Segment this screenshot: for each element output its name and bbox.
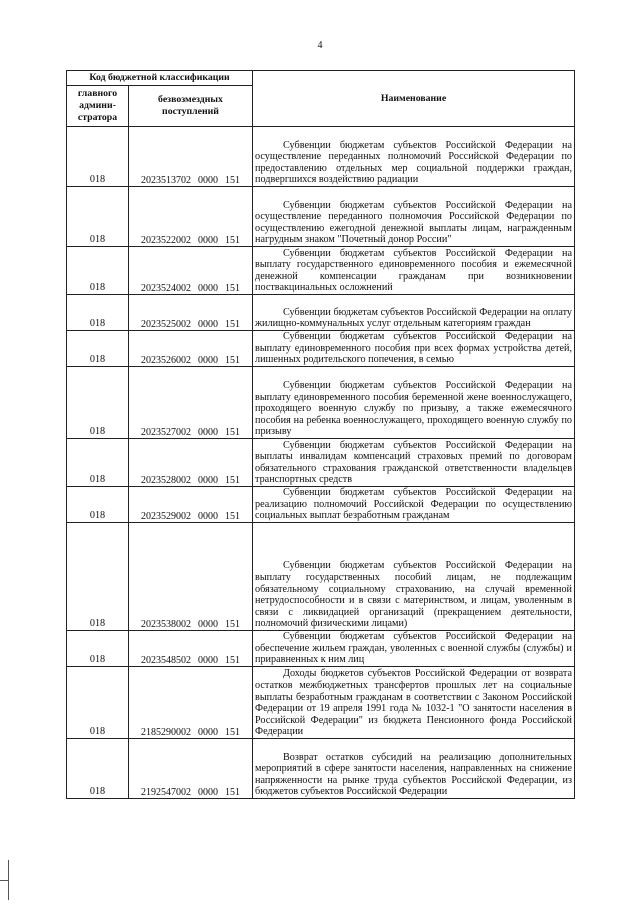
budget-classification-table <box>66 70 575 799</box>
table-row <box>67 667 575 739</box>
table-row <box>67 127 575 187</box>
name-text: Субвенции бюджетам субъектов Российской Федерации на выплату государственных пособий лицам, не подлежащим обязательному социальному страхованию, на случай временной нетрудоспособности и в связи с материнством, и лицам, уволенным в связи с ликвидацией организаций (прекращением деятельности, полномочий физическими лицами) <box>255 560 573 630</box>
code-part-code: 2023527002 <box>141 426 191 438</box>
revenue-code-cell <box>129 331 253 367</box>
name-cell <box>253 127 575 187</box>
code-part-sub: 0000 <box>198 234 218 246</box>
code-part-kind: 151 <box>225 354 240 366</box>
name-text: Доходы бюджетов субъектов Российской Федерации от возврата остатков межбюджетных трансфертов прошлых лет на социальные выплаты безработным гражданам в соответствии с Законом Российской Федерации от 19 апреля 1991 года № 1032-1 "О занятости населения в Российской Федерации" из бюджета Пенсионного фонда Российской Федерации <box>255 668 573 738</box>
table-row <box>67 187 575 247</box>
code-part-code: 2023529002 <box>141 510 191 522</box>
name-text: Субвенции бюджетам субъектов Российской Федерации на оплату жилищно-коммунальных услуг отдельным категориям граждан <box>255 306 573 330</box>
revenue-code-cell <box>129 295 253 331</box>
admin-code-cell: 018 <box>67 667 129 739</box>
page-number: 4 <box>317 40 323 51</box>
code-part-sub: 0000 <box>198 354 218 366</box>
admin-code-cell: 018 <box>67 187 129 247</box>
code-part-code: 2023538002 <box>141 618 191 630</box>
code-part-code: 2023525002 <box>141 318 191 330</box>
name-text: Субвенции бюджетам субъектов Российской Федерации на выплату единовременного пособия при всех формах устройства детей, лишенных родительского попечения, в семью <box>255 331 573 366</box>
code-part-kind: 151 <box>225 726 240 738</box>
table-row <box>67 295 575 331</box>
table-row <box>67 331 575 367</box>
admin-code-cell: 018 <box>67 487 129 523</box>
revenue-code-cell <box>129 247 253 295</box>
code-part-sub: 0000 <box>198 618 218 630</box>
admin-code-cell: 018 <box>67 331 129 367</box>
header-name: Наименование <box>253 71 575 127</box>
code-part-sub: 0000 <box>198 474 218 486</box>
table-row <box>67 367 575 439</box>
code-part-sub: 0000 <box>198 726 218 738</box>
name-text: Субвенции бюджетам субъектов Российской Федерации на выплату государственного единовременного пособия и ежемесячной денежной компенсации гражданам при возникновении поствакцинальных осложнений <box>255 247 573 294</box>
name-cell <box>253 367 575 439</box>
name-cell <box>253 439 575 487</box>
table-row <box>67 631 575 667</box>
name-text: Субвенции бюджетам субъектов Российской Федерации на выплаты инвалидам компенсаций страховых премий по договорам обязательного страхования гражданской ответственности владельцев транспортных средств <box>255 439 573 486</box>
table-row <box>67 523 575 631</box>
header-classification-code: Код бюджетной классификации <box>67 71 253 86</box>
name-cell <box>253 631 575 667</box>
admin-code-cell: 018 <box>67 367 129 439</box>
code-part-sub: 0000 <box>198 318 218 330</box>
code-part-kind: 151 <box>225 654 240 666</box>
name-cell <box>253 487 575 523</box>
revenue-code-cell <box>129 631 253 667</box>
code-part-sub: 0000 <box>198 786 218 798</box>
code-part-kind: 151 <box>225 426 240 438</box>
admin-code-cell: 018 <box>67 247 129 295</box>
admin-code-cell: 018 <box>67 523 129 631</box>
code-part-kind: 151 <box>225 510 240 522</box>
admin-code-cell: 018 <box>67 439 129 487</box>
code-part-kind: 151 <box>225 474 240 486</box>
revenue-code-cell <box>129 523 253 631</box>
table-row <box>67 487 575 523</box>
revenue-code-cell <box>129 367 253 439</box>
name-text: Субвенции бюджетам субъектов Российской Федерации на выплату единовременного пособия беременной жене военнослужащего, проходящего военную службу по призыву, а также ежемесячного пособия на ребенка военнослужащего, проходящего военную службу по призыву <box>255 379 573 438</box>
code-part-sub: 0000 <box>198 426 218 438</box>
revenue-code-cell <box>129 187 253 247</box>
code-part-sub: 0000 <box>198 174 218 186</box>
scan-margin-mark <box>8 860 9 900</box>
code-part-sub: 0000 <box>198 510 218 522</box>
name-cell <box>253 667 575 739</box>
revenue-code-cell <box>129 487 253 523</box>
name-cell <box>253 247 575 295</box>
code-part-sub: 0000 <box>198 654 218 666</box>
header-admin: главного админи-стратора <box>67 86 129 127</box>
table-body <box>67 127 575 799</box>
code-part-sub: 0000 <box>198 282 218 294</box>
code-part-kind: 151 <box>225 174 240 186</box>
name-cell <box>253 739 575 799</box>
table-row <box>67 247 575 295</box>
name-text: Субвенции бюджетам субъектов Российской Федерации на осуществление переданных полномочий Российской Федерации по предоставлению отдельных мер социальной поддержки граждан, подвергшихся воздействию радиации <box>255 139 573 186</box>
code-part-kind: 151 <box>225 786 240 798</box>
revenue-code-cell <box>129 667 253 739</box>
name-text: Субвенции бюджетам субъектов Российской Федерации на реализацию полномочий Российской Федерации по осуществлению социальных выплат безработным гражданам <box>255 487 573 522</box>
name-cell <box>253 523 575 631</box>
code-part-code: 2023548502 <box>141 654 191 666</box>
table-row <box>67 739 575 799</box>
code-part-code: 2023522002 <box>141 234 191 246</box>
admin-code-cell: 018 <box>67 739 129 799</box>
name-cell <box>253 331 575 367</box>
code-part-kind: 151 <box>225 618 240 630</box>
name-text: Возврат остатков субсидий на реализацию дополнительных мероприятий в сфере занятости населения, направленных на снижение напряженности на рынке труда субъектов Российской Федерации, из бюджетов субъектов Российской Федерации <box>255 751 573 798</box>
code-part-code: 2023528002 <box>141 474 191 486</box>
code-part-code: 2192547002 <box>141 786 191 798</box>
scan-margin-mark <box>0 880 8 881</box>
admin-code-cell: 018 <box>67 295 129 331</box>
code-part-code: 2023513702 <box>141 174 191 186</box>
admin-code-cell: 018 <box>67 127 129 187</box>
code-part-kind: 151 <box>225 234 240 246</box>
name-text: Субвенции бюджетам субъектов Российской Федерации на обеспечение жильем граждан, уволенных с военной службы (службы) и приравненных к ним лиц <box>255 631 573 666</box>
name-text: Субвенции бюджетам субъектов Российской Федерации на осуществление переданного полномочия Российской Федерации по осуществлению ежегодной денежной выплаты лицам, награжденным нагрудным знаком "Почетный донор России" <box>255 199 573 246</box>
header-revenue: безвозмездных поступлений <box>129 86 253 127</box>
revenue-code-cell <box>129 739 253 799</box>
code-part-kind: 151 <box>225 318 240 330</box>
code-part-code: 2185290002 <box>141 726 191 738</box>
code-part-code: 2023524002 <box>141 282 191 294</box>
name-cell <box>253 295 575 331</box>
admin-code-cell: 018 <box>67 631 129 667</box>
code-part-code: 2023526002 <box>141 354 191 366</box>
revenue-code-cell <box>129 127 253 187</box>
code-part-kind: 151 <box>225 282 240 294</box>
revenue-code-cell <box>129 439 253 487</box>
name-cell <box>253 187 575 247</box>
table-row <box>67 439 575 487</box>
